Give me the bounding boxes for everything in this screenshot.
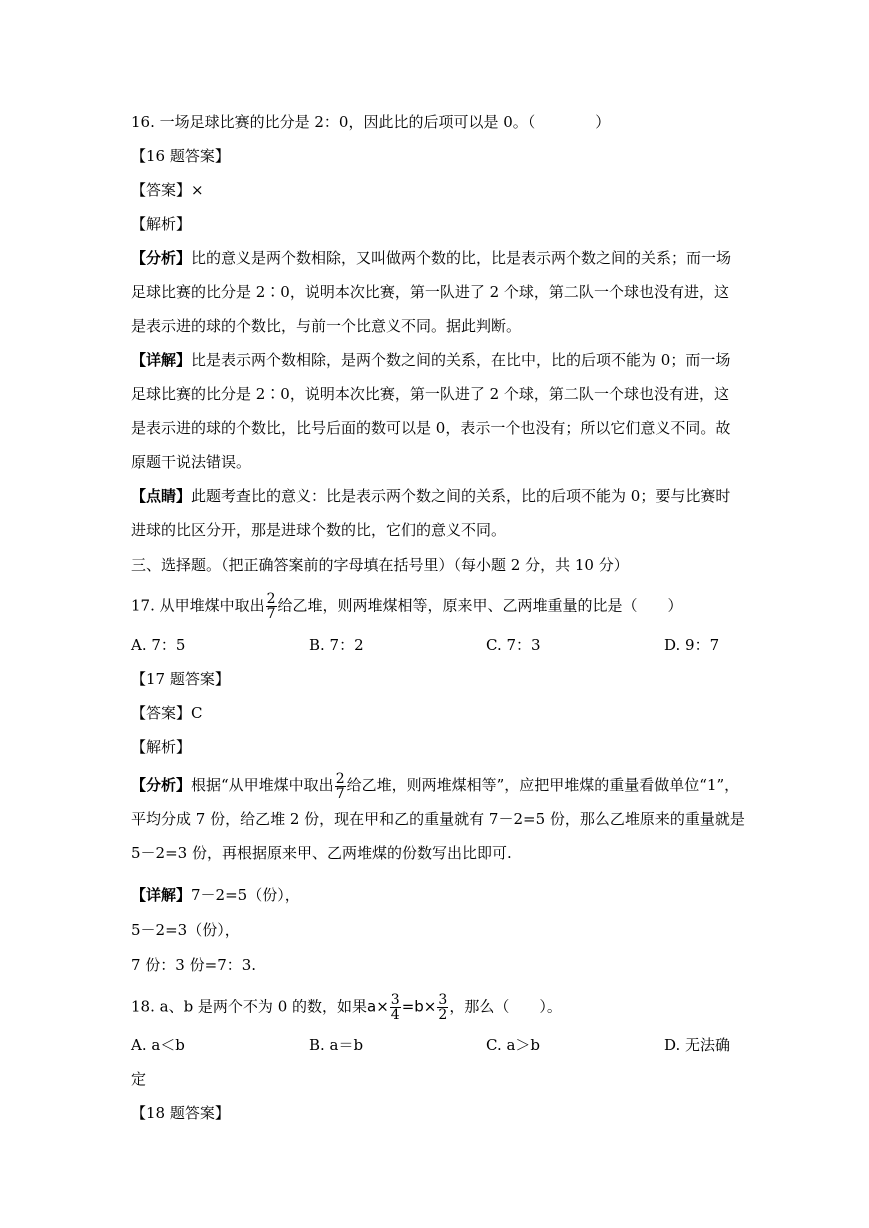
q18-answer-header: 【18 题答案】 (131, 1104, 230, 1122)
q17-fenxi-pre: 根据“从甲堆煤中取出 (191, 776, 334, 794)
q18-fraction-1 (390, 993, 401, 1022)
q18-f1-den: 4 (390, 1007, 400, 1023)
q17-xiangjie-line2: 5－2=3（份）， (131, 921, 240, 939)
xiangjie-text: 比是表示两个数相除，是两个数之间的关系，在比中，比的后项不能为 0；而一场足球比赛的比分是 2∶0，说明本次比赛，第一队进了 2 个球，第二队一个球也没有进，这是表示进的球的个数比，比号后面的数可以是 0，表示一个也没有；所以它们意义不同。故原题干说法错误。 (131, 351, 731, 471)
fenxi-tag: 【分析】 (131, 249, 192, 267)
q18-question-post: ，那么（ ）。 (449, 997, 562, 1016)
q17-question-pre: 17. 从甲堆煤中取出 (131, 596, 265, 615)
q18-f2-num: 3 (438, 992, 448, 1008)
q16-dianjing (131, 479, 741, 547)
q17-analysis-header: 【解析】 (131, 738, 192, 756)
q18-option-d: D. 无法确 (664, 1036, 731, 1054)
q17-question (131, 592, 683, 621)
q17-fenxi-tag: 【分析】 (131, 776, 192, 794)
q17-xiangjie-tag: 【详解】 (131, 886, 192, 904)
q17-fenxi-frac-den: 7 (335, 785, 345, 802)
q17-option-a: A. 7：5 (131, 636, 186, 654)
fenxi-text: 比的意义是两个数相除，又叫做两个数的比，比是表示两个数之间的关系；而一场足球比赛的比分是 2∶0，说明本次比赛，第一队进了 2 个球，第二队一个球也没有进，这是表示进的球的个数比，与前一个比意义不同。据此判断。 (131, 249, 732, 335)
q17-xiangjie-line3: 7 份：3 份=7：3. (131, 956, 257, 974)
q17-answer-header: 【17 题答案】 (131, 670, 230, 688)
section-3-heading: 三、选择题。（把正确答案前的字母填在括号里）（每小题 2 分，共 10 分） (131, 556, 629, 574)
q16-question: 16. 一场足球比赛的比分是 2：0，因此比的后项可以是 0。（ ） (131, 113, 611, 131)
q18-f2-den: 2 (438, 1007, 448, 1023)
q18-question-pre: 18. a、b 是两个不为 0 的数，如果 (131, 997, 368, 1016)
q18-question (131, 993, 562, 1022)
q18-option-a: A. a＜b (131, 1036, 185, 1054)
q16-xiangjie (131, 343, 741, 479)
xiangjie-tag: 【详解】 (131, 351, 192, 369)
q17-frac-num: 2 (266, 591, 276, 607)
dianjing-tag: 【点睛】 (131, 487, 192, 505)
q18-option-c: C. a＞b (486, 1036, 541, 1054)
q17-fenxi-post: 给乙堆，则两堆煤相等”，应把甲堆煤的重量看做单位“1”，平均分成 7 份，给乙堆 2 份，现在甲和乙的重量就有 7－2=5 份，那么乙堆原来的重量就是 5－2=3 份，再根据原来甲、乙两堆煤的份数写出比即可. (131, 776, 745, 862)
q17-fraction (266, 592, 277, 621)
q17-option-b: B. 7：2 (309, 636, 364, 654)
q16-answer-header: 【16 题答案】 (131, 147, 230, 165)
q17-option-d: D. 9：7 (664, 636, 720, 654)
q16-fenxi (131, 241, 741, 343)
q17-fenxi (131, 768, 751, 870)
q17-answer: 【答案】C (131, 704, 203, 722)
q16-answer: 【答案】× (131, 181, 204, 199)
q17-option-c: C. 7：3 (486, 636, 541, 654)
q18-eq-b-times: =b× (401, 997, 437, 1016)
q18-option-d-cont: 定 (131, 1070, 147, 1088)
q18-fraction-2 (437, 993, 448, 1022)
q17-fenxi-frac-num: 2 (335, 770, 345, 787)
q18-option-b: B. a＝b (309, 1036, 364, 1054)
q17-question-post: 给乙堆，则两堆煤相等，原来甲、乙两堆重量的比是（ ） (277, 596, 683, 615)
q17-xiangjie (131, 885, 300, 905)
q17-xiangjie-line1: 7－2=5（份）， (191, 886, 300, 904)
q16-analysis-header: 【解析】 (131, 215, 192, 233)
q17-fenxi-fraction (335, 772, 346, 801)
q17-frac-den: 7 (266, 606, 276, 622)
dianjing-text: 此题考查比的意义：比是表示两个数之间的关系，比的后项不能为 0；要与比赛时进球的比区分开，那是进球个数的比，它们的意义不同。 (131, 487, 731, 539)
q18-a-times: a× (367, 997, 389, 1016)
q18-f1-num: 3 (390, 992, 400, 1008)
